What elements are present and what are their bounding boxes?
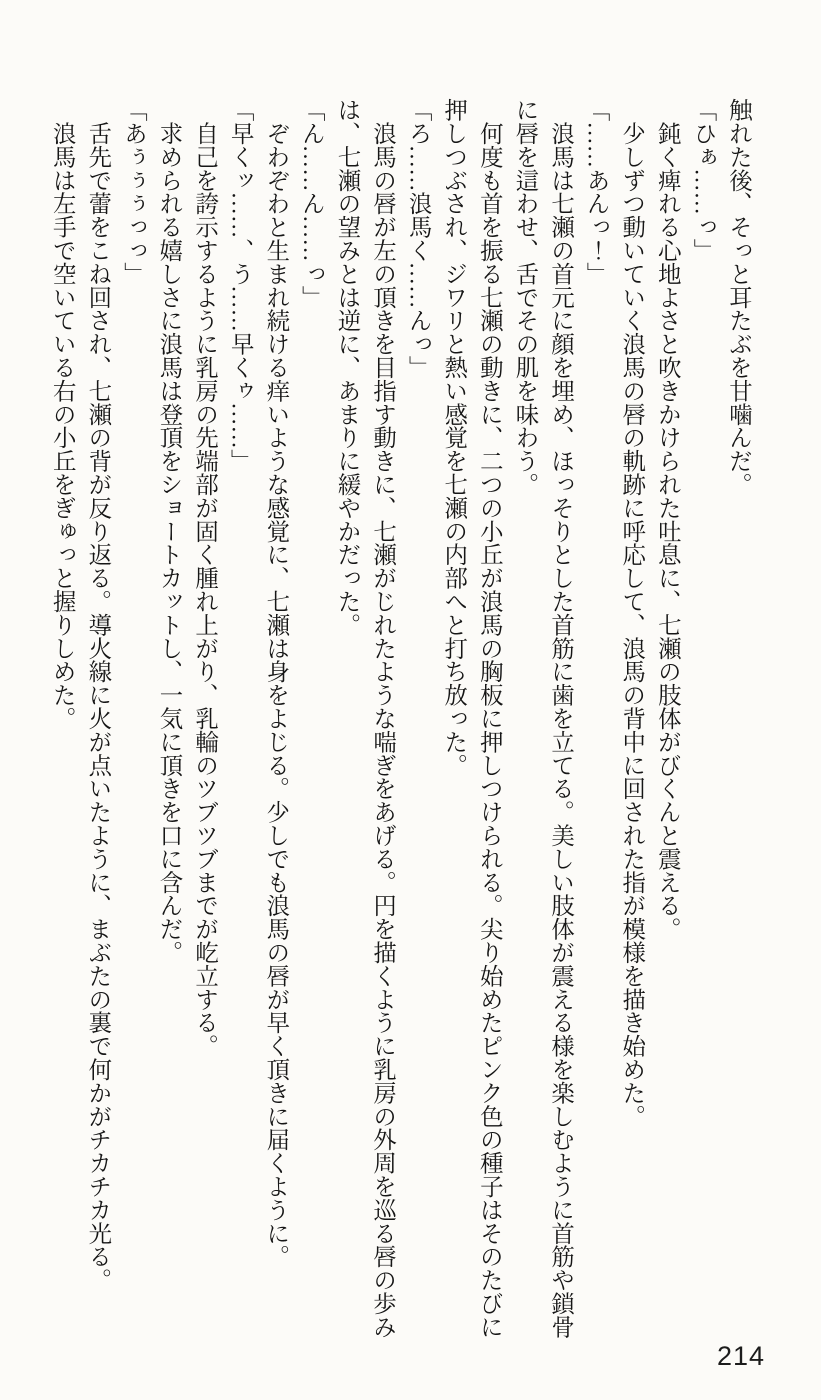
paragraph: 浪馬の唇が左の頂きを目指す動きに、七瀬がじれたような喘ぎをあげる。円を描くように乳房の外周を巡る唇の歩みは、七瀬の望みとは逆に、あまりに緩やかだった。 bbox=[333, 98, 396, 1339]
paragraph: 浪馬は七瀬の首元に顔を埋め、ほっそりとした首筋に歯を立てる。美しい肢体が震える様を楽しむように首筋や鎖骨に唇を這わせ、舌でその肌を味わう。 bbox=[511, 98, 574, 1339]
page-number: 214 bbox=[716, 1341, 765, 1371]
dialogue-line: 「ん……ん……っ」 bbox=[297, 98, 324, 309]
paragraph: 何度も首を振る七瀬の動きに、二つの小丘が浪馬の胸板に押しつけられる。尖り始めたピンク色の種子はそのたびに押しつぶされ、ジワリと熱い感覚を七瀬の内部へと打ち放った。 bbox=[440, 98, 502, 1339]
paragraph: 触れた後、そっと耳たぶを甘噛んだ。 bbox=[725, 98, 751, 496]
dialogue-line: 「あぅぅぅっっ」 bbox=[119, 98, 146, 286]
paragraph: 鈍く痺れる心地よさと吹きかけられた吐息に、七瀬の肢体がびくんと震える。 bbox=[653, 98, 680, 941]
paragraph: ぞわぞわと生まれ続ける痒いような感覚に、七瀬は身をよじる。少しでも浪馬の唇が早く頂きに届くように。 bbox=[262, 98, 289, 1268]
paragraph: 少しずつ動いていく浪馬の唇の軌跡に呼応して、浪馬の背中に回された指が模様を描き始めた。 bbox=[618, 98, 645, 1128]
dialogue-line: 「……あんっ！」 bbox=[582, 98, 609, 286]
dialogue-line: 「早くッ……、う……早くゥ……」 bbox=[226, 98, 253, 473]
paragraph: 舌先で蕾をこね回され、七瀬の背が反り返る。導火線に火が点いたように、まぶたの裏で何かがチカチカ光る。 bbox=[84, 98, 111, 1292]
page-text bbox=[43, 98, 755, 1343]
paragraph: 求められる嬉しさに浪馬は登頂をショートカットし、一気に頂きを口に含んだ。 bbox=[155, 98, 182, 964]
paragraph: 浪馬は左手で空いている右の小丘をぎゅっと握りしめた。 bbox=[48, 98, 75, 730]
dialogue-line: 「ろ……浪馬く……んっ」 bbox=[404, 98, 431, 379]
paragraph: 自己を誇示するように乳房の先端部が固く腫れ上がり、乳輪のツブツブまでが屹立する。 bbox=[191, 98, 218, 1058]
dialogue-line: 「ひぁ……っ」 bbox=[689, 98, 716, 262]
